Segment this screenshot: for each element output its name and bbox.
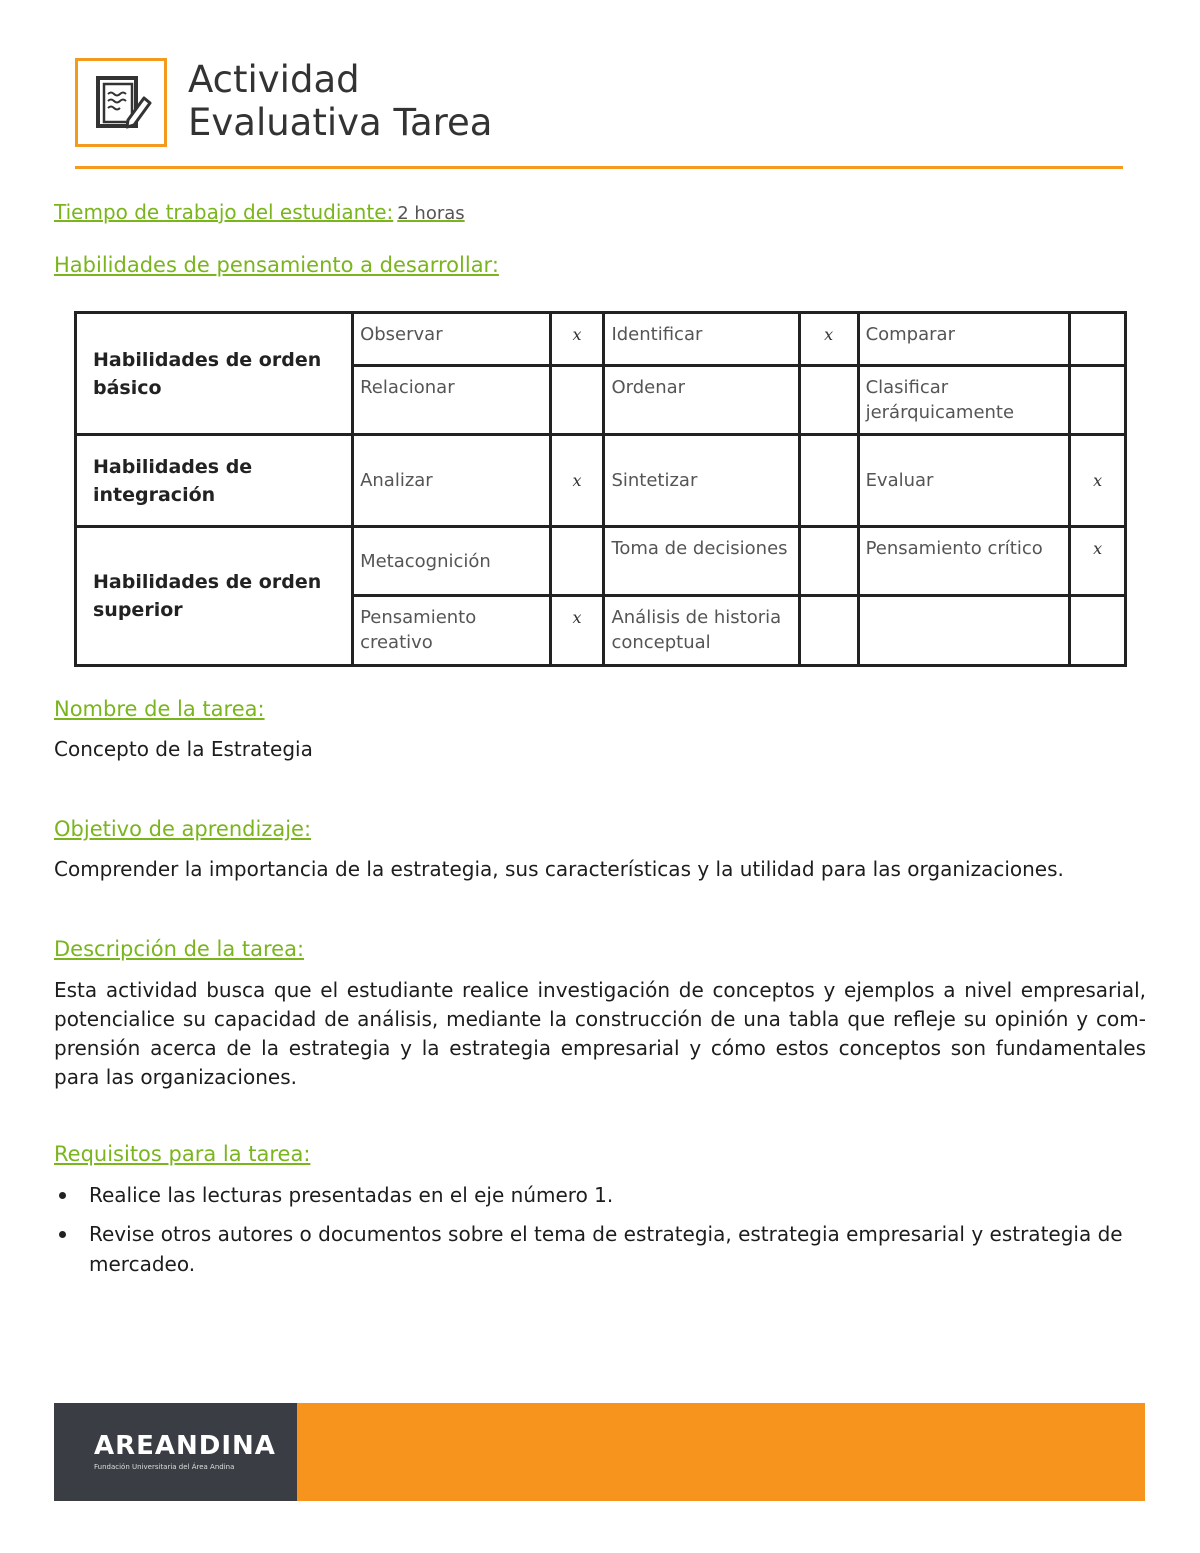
skill-cell: Ordenar <box>604 366 799 435</box>
objective-label: Objetivo de aprendizaje: <box>54 817 312 841</box>
brand-logo: AREANDINA <box>94 1431 276 1461</box>
list-item: Revise otros autores o documentos sobre el tema de estrategia, estrategia empresarial y estrategia de mercadeo. <box>54 1219 1134 1279</box>
activity-logo-box <box>75 58 167 147</box>
skill-mark: x <box>550 313 604 366</box>
skill-cell: Toma de decisiones <box>604 527 799 596</box>
skill-mark <box>1070 366 1126 435</box>
skill-mark <box>550 527 604 596</box>
skill-cell: Metacognición <box>353 527 551 596</box>
skill-mark <box>799 366 858 435</box>
skill-cell: Identificar <box>604 313 799 366</box>
skill-cell: Sintetizar <box>604 435 799 527</box>
description-value: Esta actividad busca que el estudiante realice investigación de conceptos y ejemplos a nivel empresarial, potencialice su capacidad de análisis, mediante la construcción de una tabla que refleje su opinión y com- prensión acerca de la estrategia y la estrategia empresarial y cómo estos conceptos son fundamentales para las organizaciones. <box>54 978 1146 1089</box>
footer-brand-panel <box>54 1403 297 1501</box>
header-divider <box>75 166 1123 169</box>
time-value: 2 horas <box>397 203 465 224</box>
skill-cell: Evaluar <box>858 435 1070 527</box>
skill-cell: Análisis de historia conceptual <box>604 596 799 666</box>
list-item: Realice las lecturas presentadas en el eje número 1. <box>54 1180 1134 1210</box>
skill-cell: Clasificar jerárquicamente <box>858 366 1070 435</box>
skill-mark: x <box>1070 435 1126 527</box>
brand-subtitle: Fundación Universitaria del Área Andina <box>94 1463 235 1471</box>
skill-mark <box>799 596 858 666</box>
skill-cell: Relacionar <box>353 366 551 435</box>
skill-cell: Pensamiento creativo <box>353 596 551 666</box>
skill-mark <box>550 366 604 435</box>
skill-cell: Analizar <box>353 435 551 527</box>
skill-mark <box>1070 596 1126 666</box>
skill-mark: x <box>550 435 604 527</box>
skill-cell: Pensamiento crítico <box>858 527 1070 596</box>
skill-mark: x <box>550 596 604 666</box>
skill-cell: Comparar <box>858 313 1070 366</box>
skill-cell <box>858 596 1070 666</box>
category-basic: Habilidades de orden básico <box>76 313 353 435</box>
title-line-1: Actividad <box>188 58 360 101</box>
time-label: Tiempo de trabajo del estudiante: <box>54 200 394 224</box>
skill-cell: Observar <box>353 313 551 366</box>
description-label: Descripción de la tarea: <box>54 937 305 961</box>
document-pencil-icon <box>88 70 154 136</box>
requirements-list <box>54 1180 1134 1288</box>
table-row <box>76 435 1126 527</box>
table-row <box>76 527 1126 596</box>
table-row <box>76 313 1126 366</box>
skill-mark <box>799 527 858 596</box>
category-integration: Habilidades de integración <box>76 435 353 527</box>
requirements-label: Requisitos para la tarea: <box>54 1142 311 1166</box>
skill-mark: x <box>799 313 858 366</box>
skill-mark <box>799 435 858 527</box>
skills-label: Habilidades de pensamiento a desarrollar: <box>54 253 499 277</box>
skill-mark: x <box>1070 527 1126 596</box>
footer-accent-bar <box>297 1403 1145 1501</box>
category-superior: Habilidades de orden superior <box>76 527 353 666</box>
task-name-value: Concepto de la Estrategia <box>54 737 313 761</box>
skill-mark <box>1070 313 1126 366</box>
objective-value: Comprender la importancia de la estrategia, sus características y la utilidad para las organizaciones. <box>54 857 1064 881</box>
skills-table <box>74 311 1127 667</box>
task-name-label: Nombre de la tarea: <box>54 697 265 721</box>
time-section <box>54 200 465 224</box>
page-title <box>188 58 492 144</box>
title-line-2: Evaluativa Tarea <box>188 101 493 144</box>
